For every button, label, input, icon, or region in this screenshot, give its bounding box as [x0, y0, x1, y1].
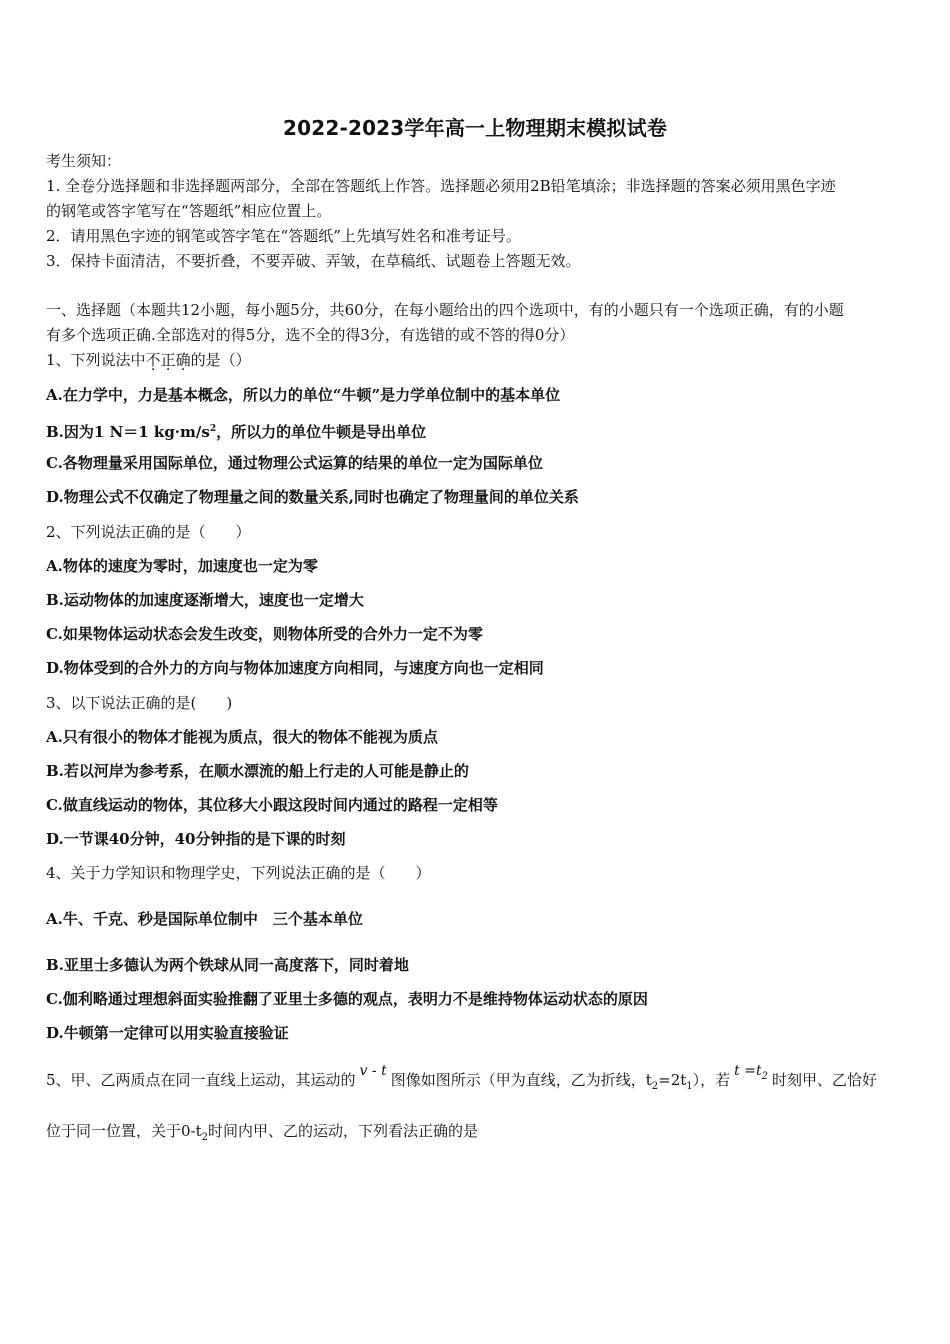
q4-option-a: A.牛、千克、秒是国际单位制中 三个基本单位: [46, 910, 363, 928]
notice-header: 考生须知：: [46, 152, 122, 170]
section-instructions-2: 有多个选项正确.全部选对的得5分，选不全的得3分，有选错的或不答的得0分）: [46, 326, 575, 344]
q5-t-eq-text: t =t: [734, 1063, 762, 1079]
q1-option-d: D.物理公式不仅确定了物理量之间的数量关系,同时也确定了物理量间的单位关系: [46, 488, 579, 506]
q4-option-c: C.伽利略通过理想斜面实验推翻了亚里士多德的观点，表明力不是维持物体运动状态的原因: [46, 990, 648, 1008]
q1-option-a: A.在力学中，力是基本概念，所以力的单位“牛顿”是力学单位制中的基本单位: [46, 386, 561, 404]
notice-item-1-cont: 的钢笔或答字笔写在“答题纸”相应位置上。: [46, 202, 332, 220]
question-3-stem: 3、以下说法正确的是( ): [46, 694, 233, 712]
q5-sub-1: 2: [651, 1081, 659, 1092]
q1-option-b: [46, 418, 908, 443]
q4-option-d: D.牛顿第一定律可以用实验直接验证: [46, 1024, 289, 1042]
q3-option-c: C.做直线运动的物体，其位移大小跟这段时间内通过的路程一定相等: [46, 796, 498, 814]
q1-emphasis-char-3: 确: [175, 351, 191, 369]
notice-item-1: 1. 全卷分选择题和非选择题两部分，全部在答题纸上作答。选择题必须用2B铅笔填涂；非选择题的答案必须用黑色字迹: [46, 177, 836, 195]
exam-title: 2022-2023学年高一上物理期末模拟试卷: [282, 116, 668, 140]
q3-option-d: D.一节课40分钟，40分钟指的是下课的时刻: [46, 830, 346, 848]
q1-option-b-end: ，所以力的单位牛顿是导出单位: [216, 423, 427, 441]
notice-item-3: 3．保持卡面清洁，不要折叠，不要弄破、弄皱，在草稿纸、试题卷上答题无效。: [46, 252, 581, 270]
q2-option-b: B.运动物体的加速度逐渐增大，速度也一定增大: [46, 591, 364, 609]
q2-option-a: A.物体的速度为零时，加速度也一定为零: [46, 557, 318, 575]
q1-stem-start: 1、下列说法中: [46, 351, 146, 369]
question-4-stem: 4、关于力学知识和物理学史，下列说法正确的是（ ）: [46, 864, 431, 882]
question-2-stem: 2、下列说法正确的是（ ）: [46, 523, 251, 541]
q5-stem-mid: 图像如图所示（甲为直线，乙为折线，t: [390, 1071, 652, 1089]
q4-option-b: B.亚里士多德认为两个铁球从同一高度落下，同时着地: [46, 956, 409, 974]
q1-emphasis-char-2: 正: [160, 351, 176, 369]
q3-option-a: A.只有很小的物体才能视为质点，很大的物体不能视为质点: [46, 728, 438, 746]
q5-line2-end: 时间内甲、乙的运动，下列看法正确的是: [208, 1122, 479, 1140]
q1-option-b-start: B.因为1 N＝1 kg·m/s: [46, 423, 210, 441]
q5-stem-start: 5、甲、乙两质点在同一直线上运动，其运动的: [46, 1071, 356, 1089]
q5-line2-sub: 2: [201, 1132, 209, 1143]
q5-stem-mid3: ），若: [692, 1071, 731, 1089]
q1-stem-end: 的是（）: [190, 351, 251, 369]
q2-option-d: D.物体受到的合外力的方向与物体加速度方向相同，与速度方向也一定相同: [46, 659, 544, 677]
question-1-stem: [46, 349, 908, 371]
q5-stem-end: 时刻甲、乙恰好: [771, 1071, 877, 1089]
q5-vt-symbol: v - t: [359, 1063, 387, 1079]
q5-t-eq-symbol: [734, 1060, 768, 1088]
q1-emphasis-char-1: 不: [145, 351, 161, 369]
q1-option-c: C.各物理量采用国际单位，通过物理公式运算的结果的单位一定为国际单位: [46, 454, 543, 472]
q2-option-c: C.如果物体运动状态会发生改变，则物体所受的合外力一定不为零: [46, 625, 483, 643]
q5-sub-3: 2: [761, 1070, 768, 1082]
question-5-stem-line2: [46, 1120, 908, 1149]
q5-sub-2: 1: [686, 1081, 693, 1092]
question-5-stem: [46, 1063, 908, 1098]
q1-option-b-sup: 2: [209, 424, 217, 434]
q3-option-b: B.若以河岸为参考系，在顺水漂流的船上行走的人可能是静止的: [46, 762, 469, 780]
q5-line2-start: 位于同一位置，关于0-t: [46, 1122, 202, 1140]
section-instructions-1: 一、选择题（本题共12小题，每小题5分，共60分，在每小题给出的四个选项中，有的小题只有一个选项正确，有的小题: [46, 301, 844, 319]
notice-item-2: 2．请用黑色字迹的钢笔或答字笔在“答题纸”上先填写姓名和准考证号。: [46, 227, 521, 245]
q5-stem-mid2: =2t: [658, 1071, 687, 1089]
